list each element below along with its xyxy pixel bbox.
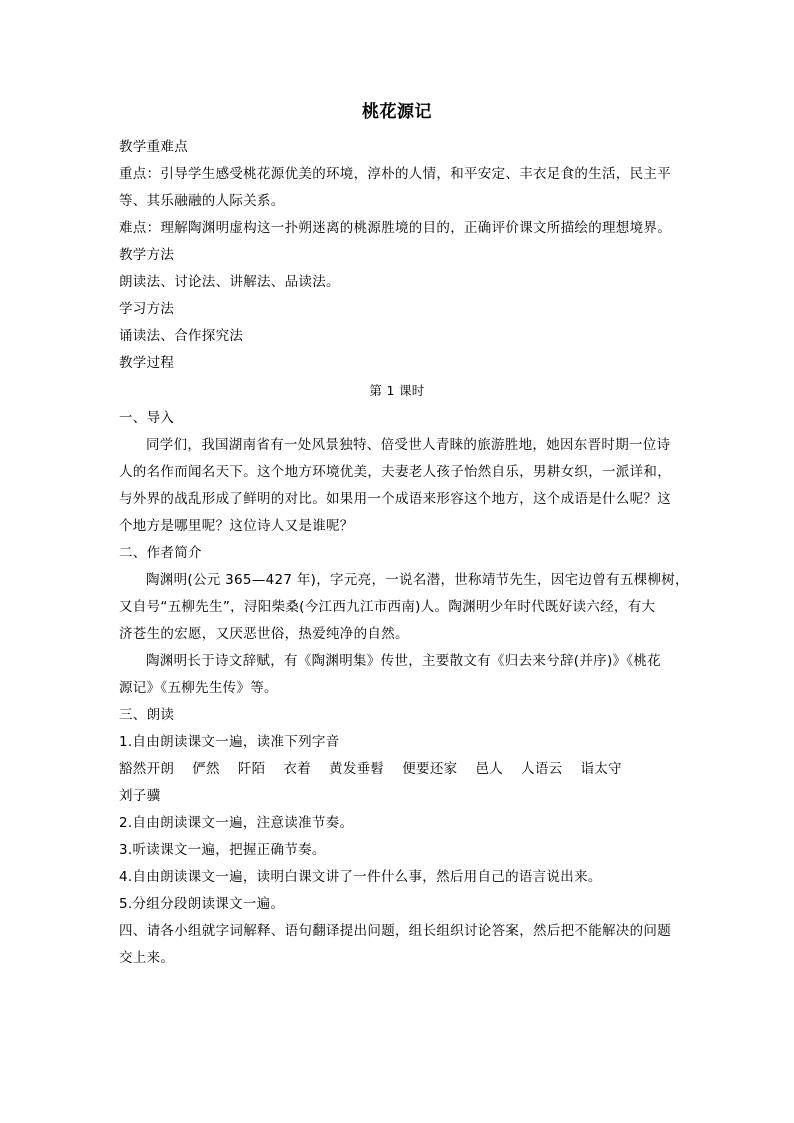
heading-teaching-process: 教学过程 [119, 355, 175, 371]
section-intro-heading: 一、导入 [119, 410, 175, 426]
reading-step-3: 3.听读课文一遍，把握正确节奏。 [119, 842, 326, 858]
word-item: 衣着 [283, 761, 312, 777]
pronunciation-word-last: 刘子骥 [119, 788, 161, 804]
section-group-line-1: 四、请各小组就字词解释、语句翻译提出问题，组长组织讨论答案，然后把不能解决的问题 [119, 923, 671, 939]
intro-line-1: 同学们，我国湖南省有一处风景独特、倍受世人青睐的旅游胜地，她因东晋时期一位诗 [146, 437, 671, 453]
key-point-line-1: 重点：引导学生感受桃花源优美的环境，淳朴的人情，和平安定、丰衣足食的生活，民主平 [119, 166, 671, 182]
intro-line-3: 与外界的战乱形成了鲜明的对比。如果用一个成语来形容这个地方，这个成语是什么呢？这 [119, 491, 671, 507]
word-item: 邑人 [475, 761, 504, 777]
heading-teaching-method: 教学方法 [119, 247, 175, 263]
section-author-heading: 二、作者简介 [119, 545, 202, 561]
section-group-line-2: 交上来。 [119, 950, 175, 966]
word-item: 人语云 [521, 761, 563, 777]
author-line-1: 陶渊明(公元 365—427 年)，字元亮，一说名潜，世称靖节先生，因宅边曾有五棵柳树， [146, 572, 689, 588]
author-works-line-1: 陶渊明长于诗文辞赋，有《陶渊明集》传世，主要散文有《归去来兮辞(并序)》《桃花 [146, 653, 661, 669]
word-item: 豁然开朗 [119, 761, 175, 777]
section-reading-heading: 三、朗读 [119, 707, 175, 723]
reading-step-5: 5.分组分段朗读课文一遍。 [119, 896, 285, 912]
heading-learning-method: 学习方法 [119, 301, 175, 317]
pronunciation-word-list [119, 759, 689, 779]
lesson-number: 第 1 课时 [369, 383, 425, 398]
intro-line-4: 个地方是哪里呢？这位诗人又是谁呢？ [119, 518, 354, 534]
learning-method-text: 诵读法、合作探究法 [119, 328, 244, 344]
reading-step-4: 4.自由朗读课文一遍，读明白课文讲了一件什么事，然后用自己的语言说出来。 [119, 869, 602, 885]
intro-line-2: 人的名作而闻名天下。这个地方环境优美，夫妻老人孩子怡然自乐，男耕女织，一派详和， [119, 464, 671, 480]
heading-teaching-focus: 教学重难点 [119, 139, 188, 155]
word-item: 阡陌 [237, 761, 266, 777]
teaching-method-text: 朗读法、讨论法、讲解法、品读法。 [119, 274, 340, 290]
author-line-2: 又自号“五柳先生”，浔阳柴桑(今江西九江市西南)人。陶渊明少年时代既好读六经，有大 [119, 599, 656, 615]
difficult-point-line: 难点：理解陶渊明虚构这一扑朔迷离的桃源胜境的目的，正确评价课文所描绘的理想境界。 [119, 220, 671, 236]
word-item: 俨然 [192, 761, 220, 777]
author-works-line-2: 源记》《五柳先生传》等。 [119, 680, 278, 696]
document-title: 桃花源记 [362, 102, 432, 122]
key-point-line-2: 等、其乐融融的人际关系。 [119, 193, 285, 209]
word-item: 黄发垂髫 [329, 761, 385, 777]
reading-step-1: 1.自由朗读课文一遍，读准下列字音 [119, 734, 340, 750]
word-item: 便要还家 [402, 761, 458, 777]
reading-step-2: 2.自由朗读课文一遍，注意读准节奏。 [119, 815, 354, 831]
author-line-3: 济苍生的宏愿，又厌恶世俗，热爱纯净的自然。 [119, 626, 409, 642]
word-item: 诣太守 [580, 761, 622, 777]
